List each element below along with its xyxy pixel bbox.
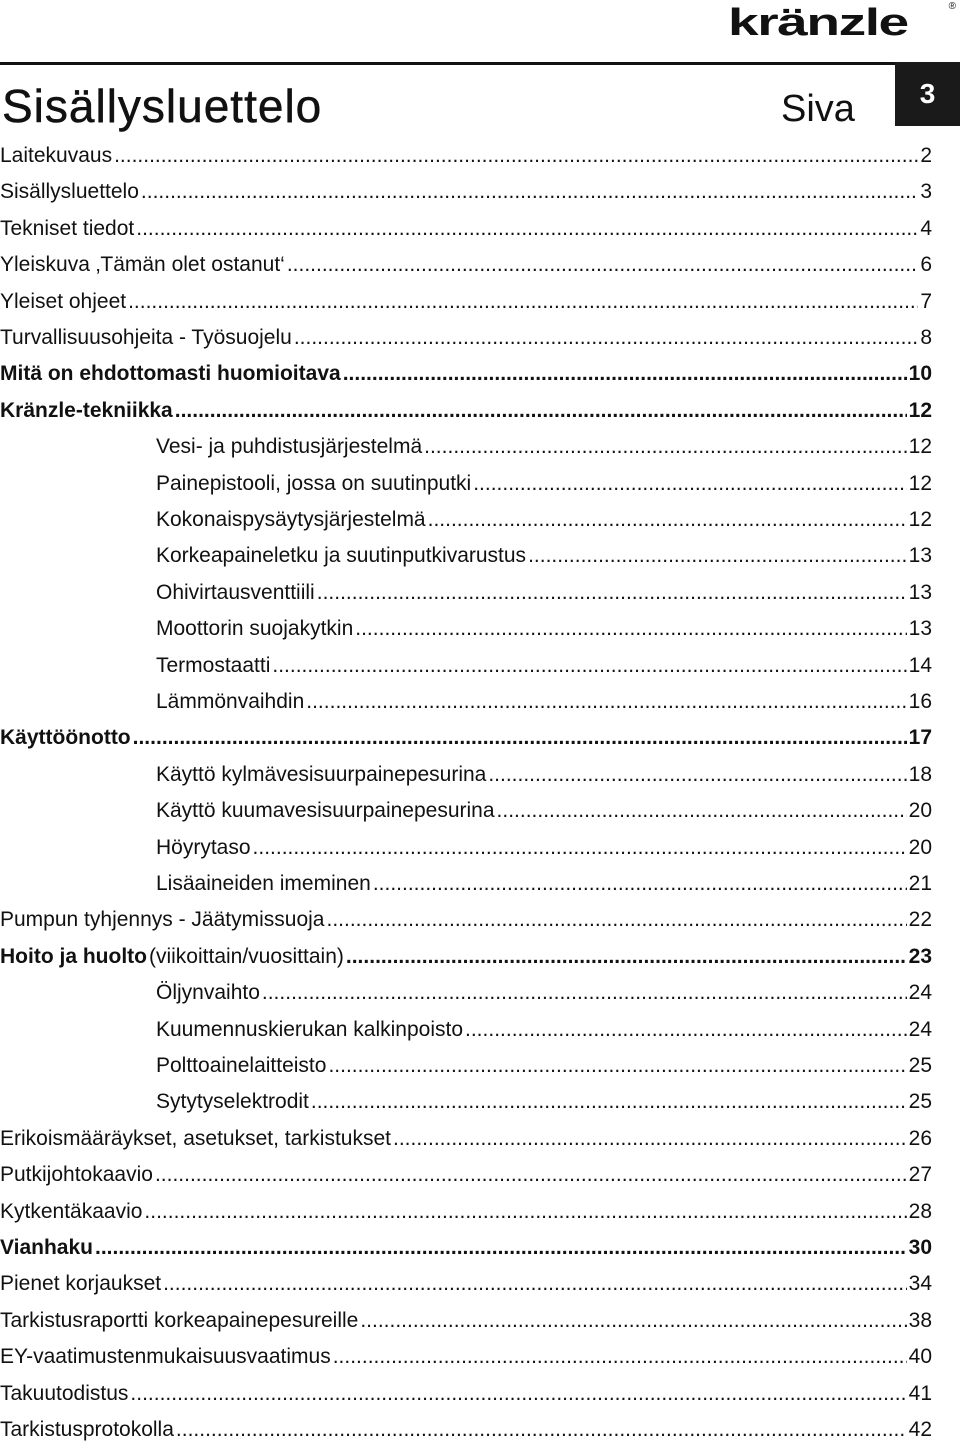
toc-entry-page: 28	[908, 1199, 932, 1223]
toc-entry[interactable]	[156, 975, 932, 1011]
toc-dot-leader	[317, 575, 907, 611]
header-rule	[0, 62, 895, 65]
toc-entry-label: Käyttö kylmävesisuurpainepesurina	[156, 762, 487, 786]
toc-dot-leader	[393, 1121, 907, 1157]
toc-entry-page: 7	[920, 289, 932, 313]
toc-entry-page: 34	[908, 1272, 932, 1296]
toc-entry-page: 27	[908, 1163, 932, 1187]
toc-entry-page: 22	[908, 908, 932, 932]
toc-entry[interactable]	[156, 866, 932, 902]
toc-dot-leader	[343, 356, 907, 392]
toc-entry-label: Korkeapaineletku ja suutinputkivarustus	[156, 544, 527, 568]
toc-entry[interactable]	[156, 611, 932, 647]
registered-mark-icon: ®	[948, 1, 956, 12]
toc-entry-label: Painepistooli, jossa on suutinputki	[156, 471, 472, 495]
toc-dot-leader	[328, 1048, 906, 1084]
toc-entry[interactable]	[156, 502, 932, 538]
toc-entry-label: Moottorin suojakytkin	[156, 617, 354, 641]
toc-entry-label: Tarkistusraportti korkeapainepesureille	[0, 1308, 359, 1332]
toc-entry[interactable]	[156, 757, 932, 793]
toc-entry-page: 14	[908, 653, 932, 677]
toc-dot-leader	[333, 1339, 907, 1375]
toc-dot-leader	[294, 320, 918, 356]
page-column-label: Siva	[781, 88, 855, 130]
toc-entry-label: Lämmönvaihdin	[156, 690, 305, 713]
toc-entry[interactable]	[156, 429, 932, 465]
toc-entry-page: 12	[908, 435, 932, 459]
toc-entry[interactable]	[0, 1339, 932, 1375]
toc-entry-label: Tekniset tiedot	[0, 216, 135, 240]
toc-entry-page: 41	[908, 1381, 932, 1405]
toc-dot-leader	[163, 1266, 907, 1302]
toc-entry[interactable]	[156, 1084, 932, 1120]
toc-entry-label: Putkijohtokaavio	[0, 1163, 153, 1187]
toc-entry[interactable]	[0, 320, 932, 356]
toc-entry-page: 24	[908, 981, 932, 1005]
toc-dot-leader	[141, 174, 918, 210]
toc-dot-leader	[360, 1303, 906, 1339]
toc-entry-page: 4	[920, 216, 932, 240]
toc-entry[interactable]	[156, 1012, 932, 1048]
toc-entry-page: 2	[920, 144, 932, 167]
toc-entry-page: 24	[908, 1017, 932, 1041]
toc-entry[interactable]	[0, 211, 932, 247]
toc-entry[interactable]	[156, 830, 932, 866]
toc-entry-page: 13	[908, 580, 932, 604]
toc-entry[interactable]	[0, 356, 932, 392]
toc-entry-page: 6	[920, 253, 932, 277]
toc-entry-label: Kokonaispysäytysjärjestelmä	[156, 508, 426, 531]
toc-entry-page: 42	[908, 1418, 932, 1441]
toc-entry[interactable]	[0, 247, 932, 283]
toc-entry-note: (viikoittain/vuosittain)	[148, 944, 344, 968]
toc-dot-leader	[133, 720, 907, 756]
toc-entry-label: Lisäaineiden imeminen	[156, 872, 371, 895]
toc-entry[interactable]	[0, 1266, 932, 1302]
toc-entry-page: 25	[908, 1054, 932, 1077]
toc-entry-page: 30	[908, 1236, 932, 1259]
toc-entry[interactable]	[0, 284, 932, 320]
toc-entry-page: 21	[908, 872, 932, 895]
toc-entry-label: Kytkentäkaavio	[0, 1199, 143, 1223]
toc-entry-label: Mitä on ehdottomasti huomioitava	[0, 362, 341, 386]
toc-dot-leader	[155, 1157, 907, 1193]
toc-dot-leader	[488, 757, 906, 793]
toc-dot-leader	[428, 502, 907, 538]
toc-entry[interactable]	[0, 1230, 932, 1266]
toc-entry-label: Pienet korjaukset	[0, 1272, 162, 1296]
toc-dot-leader	[272, 648, 906, 684]
toc-entry-page: 16	[908, 690, 932, 713]
toc-entry-page: 10	[908, 362, 932, 386]
toc-entry-page: 23	[908, 944, 932, 968]
toc-entry-label: Kuumennuskierukan kalkinpoisto	[156, 1017, 464, 1041]
toc-entry-label: Erikoismääräykset, asetukset, tarkistukset	[0, 1126, 391, 1150]
toc-entry[interactable]	[156, 575, 932, 611]
toc-entry[interactable]	[156, 1048, 932, 1084]
toc-dot-leader	[465, 1012, 907, 1048]
toc-entry[interactable]	[156, 466, 932, 502]
toc-entry[interactable]	[156, 648, 932, 684]
toc-entry-page: 3	[920, 180, 932, 204]
toc-entry-label: Öljynvaihto	[156, 981, 260, 1005]
toc-dot-leader	[473, 466, 906, 502]
page-title: Sisällysluettelo	[2, 80, 323, 132]
toc-entry-page: 12	[908, 471, 932, 495]
toc-entry-page: 25	[908, 1090, 932, 1114]
toc-dot-leader	[176, 1412, 907, 1448]
toc-entry-label: Yleiskuva ‚Tämän olet ostanut‘	[0, 253, 285, 277]
toc-entry-page: 38	[908, 1308, 932, 1332]
toc-entry-page: 20	[908, 799, 932, 823]
brand-logo	[728, 1, 956, 44]
toc-entry-page: 8	[920, 326, 932, 349]
toc-entry[interactable]	[0, 393, 932, 429]
toc-entry-label: Vesi- ja puhdistusjärjestelmä	[156, 435, 423, 459]
brand-logo-text: kränzle	[728, 2, 908, 44]
toc-entry-page: 13	[908, 544, 932, 568]
toc-dot-leader	[311, 1084, 907, 1120]
toc-entry-page: 12	[908, 508, 932, 531]
toc-entry[interactable]	[0, 1194, 932, 1230]
toc-dot-leader	[327, 902, 907, 938]
toc-entry-page: 40	[908, 1345, 932, 1369]
toc-entry-label: Käyttö kuumavesisuurpainepesurina	[156, 799, 495, 823]
toc-dot-leader	[346, 939, 907, 975]
toc-dot-leader	[373, 866, 907, 902]
toc-entry[interactable]	[0, 902, 932, 938]
toc-dot-leader	[114, 138, 918, 174]
toc-entry[interactable]	[0, 174, 932, 210]
toc-dot-leader	[528, 538, 907, 574]
toc-dot-leader	[253, 830, 907, 866]
toc-entry[interactable]	[0, 1376, 932, 1412]
toc-dot-leader	[306, 684, 906, 720]
toc-entry-page: 20	[908, 835, 932, 859]
toc-entry[interactable]	[0, 720, 932, 756]
toc-entry-label: Vianhaku	[0, 1236, 93, 1259]
toc-entry[interactable]	[0, 1157, 932, 1193]
toc-entry-label: Turvallisuusohjeita - Työsuojelu	[0, 326, 292, 349]
toc-dot-leader	[130, 1376, 906, 1412]
toc-entry-label: Yleiset ohjeet	[0, 289, 127, 313]
toc-entry-label: Ohivirtausventtiili	[156, 580, 315, 604]
toc-entry-label: Polttoainelaitteisto	[156, 1054, 327, 1077]
toc-dot-leader	[175, 393, 907, 429]
toc-entry-label: Laitekuvaus	[0, 144, 113, 167]
toc-entry-label: Takuutodistus	[0, 1381, 129, 1405]
toc-entry-label: Sytytyselektrodit	[156, 1090, 309, 1114]
toc-entry-label: Termostaatti	[156, 653, 271, 677]
toc-entry-label: Kränzle-tekniikka	[0, 398, 173, 422]
toc-dot-leader	[144, 1194, 906, 1230]
toc-dot-leader	[262, 975, 907, 1011]
toc-entry[interactable]	[156, 793, 932, 829]
toc-entry-label: Hoito ja huolto	[0, 944, 147, 968]
toc-dot-leader	[128, 284, 918, 320]
toc-entry-page: 26	[908, 1126, 932, 1150]
toc-entry[interactable]	[156, 538, 932, 574]
toc-entry[interactable]	[0, 1121, 932, 1157]
toc-dot-leader	[136, 211, 918, 247]
page-number-badge: 3	[895, 62, 960, 126]
toc-dot-leader	[287, 247, 919, 283]
toc-entry-label: Käyttöönotto	[0, 726, 131, 750]
toc-entry-label: Höyrytaso	[156, 835, 251, 859]
toc-entry[interactable]	[0, 1303, 932, 1339]
toc-dot-leader	[355, 611, 906, 647]
toc-entry-label: EY-vaatimustenmukaisuusvaatimus	[0, 1345, 331, 1369]
toc-entry[interactable]	[0, 1412, 932, 1448]
toc-entry-page: 12	[908, 398, 932, 422]
toc-entry[interactable]	[156, 684, 932, 720]
toc-dot-leader	[424, 429, 907, 465]
toc-entry-page: 13	[908, 617, 932, 641]
toc-entry-label: Tarkistusprotokolla	[0, 1418, 174, 1441]
toc-entry[interactable]	[0, 138, 932, 174]
toc-entry-page: 18	[908, 762, 932, 786]
toc-entry[interactable]	[0, 939, 932, 975]
toc-entry-page: 17	[908, 726, 932, 750]
toc-entry-label: Sisällysluettelo	[0, 180, 139, 204]
toc-dot-leader	[95, 1230, 907, 1266]
toc-dot-leader	[497, 793, 907, 829]
toc-entry-label: Pumpun tyhjennys - Jäätymissuoja	[0, 908, 325, 932]
